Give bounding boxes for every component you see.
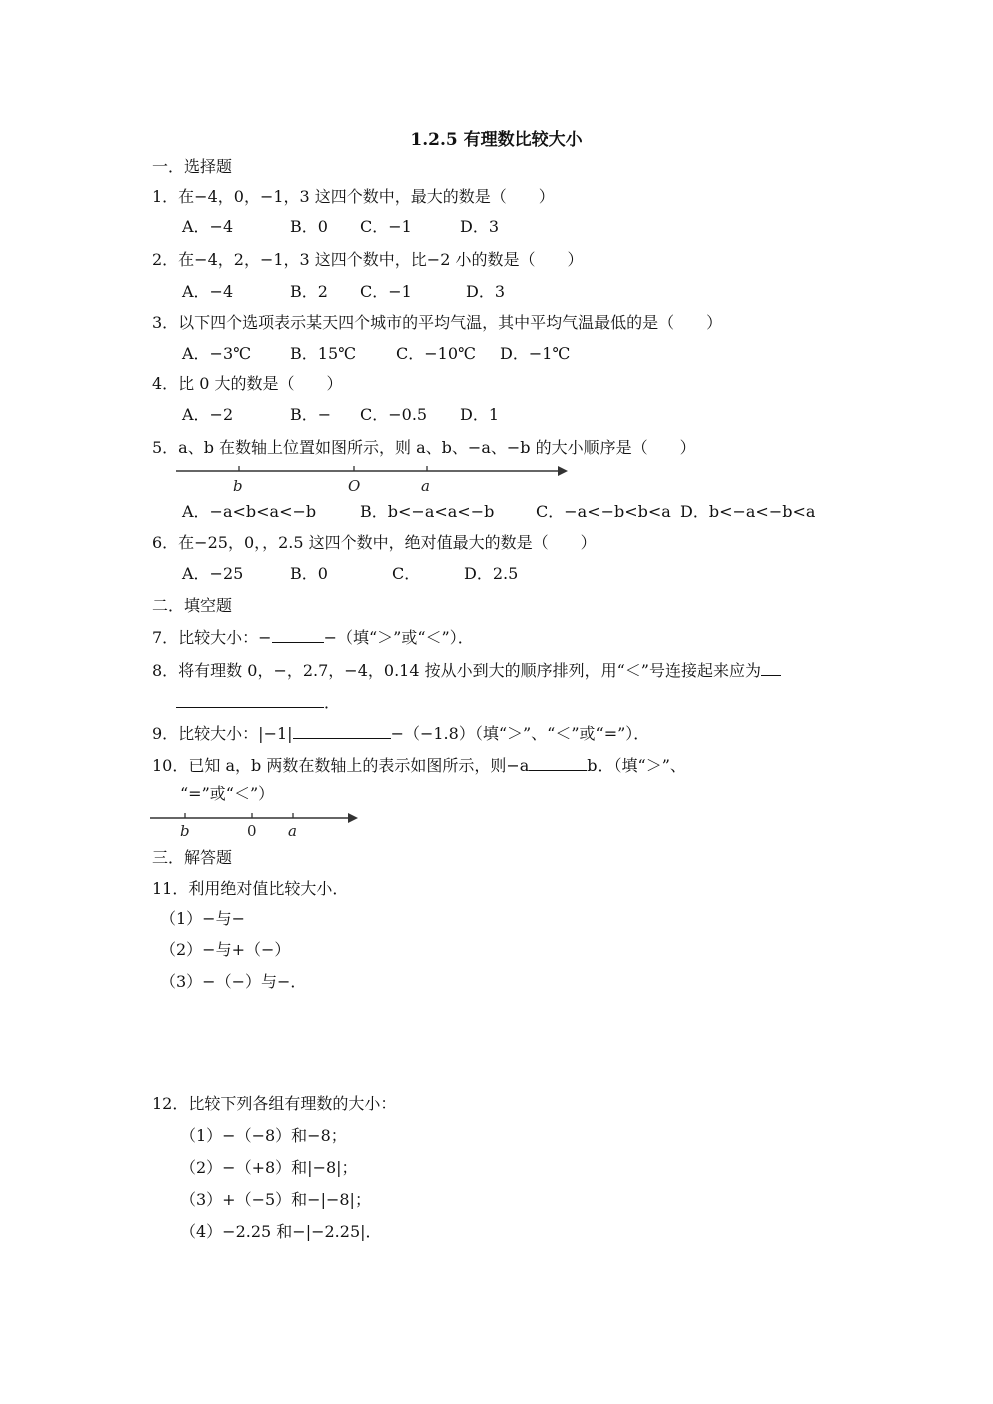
q8-line2-end: ． — [324, 693, 341, 712]
q10-suffix: b．（填“＞”、 — [587, 756, 686, 775]
q9-answer-blank[interactable] — [293, 722, 391, 739]
q7-answer-blank[interactable] — [272, 626, 324, 643]
question-3-stem: 3．以下四个选项表示某天四个城市的平均气温，其中平均气温最低的是（ ） — [152, 313, 723, 332]
q2-option-d: D．3 — [466, 282, 506, 301]
question-4-stem: 4．比 0 大的数是（ ） — [152, 374, 343, 393]
q9-prefix: 9．比较大小：|−1| — [152, 724, 293, 743]
q1-option-b: B．0 — [290, 217, 328, 236]
q1-option-a: A．−4 — [182, 217, 234, 236]
q12-part-2: （2）−（+8）和|−8|； — [180, 1158, 358, 1177]
q7-suffix: −（填“＞”或“＜”）． — [323, 628, 474, 647]
axis-arrow — [348, 813, 358, 823]
question-9 — [152, 722, 649, 744]
q10-prefix: 10．已知 a，b 两数在数轴上的表示如图所示，则−a — [152, 756, 530, 775]
q5-option-b: B．b<−a<a<−b — [360, 502, 495, 521]
q8-line1: 8．将有理数 0，−，2.7，−4，0.14 按从小到大的顺序排列，用“＜”号连接起来应为 — [152, 661, 761, 680]
q5-option-d: D．b<−a<−b<a — [680, 502, 816, 521]
label-a: a — [288, 822, 297, 840]
q2-option-b: B．2 — [290, 282, 328, 301]
q11-part-2: （2）−与+（−） — [160, 940, 291, 959]
q6-option-a: A．−25 — [182, 564, 244, 583]
q12-part-4: （4）−2.25 和−|−2.25|． — [180, 1222, 382, 1241]
q1-option-c: C．−1 — [360, 217, 412, 236]
page-title: 1.2.5 有理数比较大小 — [410, 130, 583, 150]
label-b: b — [233, 477, 243, 495]
question-7 — [152, 626, 474, 648]
q4-option-b: B．− — [290, 405, 332, 424]
q10-answer-blank[interactable] — [529, 754, 587, 771]
section-heading-answer: 三．解答题 — [152, 848, 233, 867]
q3-option-b: B．15℃ — [290, 344, 357, 363]
q6-option-b: B．0 — [290, 564, 328, 583]
q3-option-c: C．−10℃ — [396, 344, 476, 363]
q12-part-3: （3）+（−5）和−|−8|； — [180, 1190, 371, 1209]
question-5-stem: 5．a、b 在数轴上位置如图所示，则 a、b、−a、−b 的大小顺序是（ ） — [152, 438, 696, 457]
q12-part-1: （1）−（−8）和−8； — [180, 1126, 347, 1145]
q11-part-1: （1）−与− — [160, 909, 245, 928]
q3-option-a: A．−3℃ — [182, 344, 252, 363]
q7-prefix: 7．比较大小：− — [152, 628, 272, 647]
label-origin: O — [348, 477, 361, 495]
q1-option-d: D．3 — [460, 217, 500, 236]
question-8 — [152, 659, 781, 681]
q8-line2 — [176, 691, 340, 713]
q9-suffix: −（−1.8）（填“＞”、“＜”或“=”）． — [390, 724, 650, 743]
q2-option-a: A．−4 — [182, 282, 234, 301]
q4-option-a: A．−2 — [182, 405, 234, 424]
q11-part-3: （3）−（−）与−． — [160, 972, 307, 991]
q8-answer-blank[interactable] — [176, 691, 324, 708]
q5-option-a: A．−a<b<a<−b — [182, 502, 317, 521]
section-heading-fill: 二．填空题 — [152, 596, 233, 615]
question-1-stem: 1．在−4，0，−1，3 这四个数中，最大的数是（ ） — [152, 187, 555, 206]
q2-option-c: C．−1 — [360, 282, 412, 301]
q5-option-c: C．−a<−b<b<a — [536, 502, 671, 521]
question-11-stem: 11．利用绝对值比较大小． — [152, 879, 349, 898]
question-10 — [152, 754, 686, 776]
q3-option-d: D．−1℃ — [500, 344, 571, 363]
q4-option-d: D．1 — [460, 405, 500, 424]
label-zero: 0 — [247, 822, 257, 840]
label-a: a — [421, 477, 430, 495]
question-2-stem: 2．在−4，2，−1，3 这四个数中，比−2 小的数是（ ） — [152, 250, 584, 269]
section-heading-choice: 一．选择题 — [152, 157, 233, 176]
label-b: b — [180, 822, 190, 840]
q10-line2: “=”或“＜”） — [180, 784, 275, 803]
q8-answer-blank-start[interactable] — [761, 659, 781, 676]
q6-option-d: D．2.5 — [464, 564, 519, 583]
axis-arrow — [558, 466, 568, 476]
number-line-q10 — [148, 808, 368, 842]
question-6-stem: 6．在−25，0，，2.5 这四个数中，绝对值最大的数是（ ） — [152, 533, 597, 552]
number-line-q5 — [170, 462, 570, 496]
question-12-stem: 12．比较下列各组有理数的大小： — [152, 1094, 397, 1113]
q4-option-c: C．−0.5 — [360, 405, 428, 424]
q6-option-c: C． — [392, 564, 421, 583]
